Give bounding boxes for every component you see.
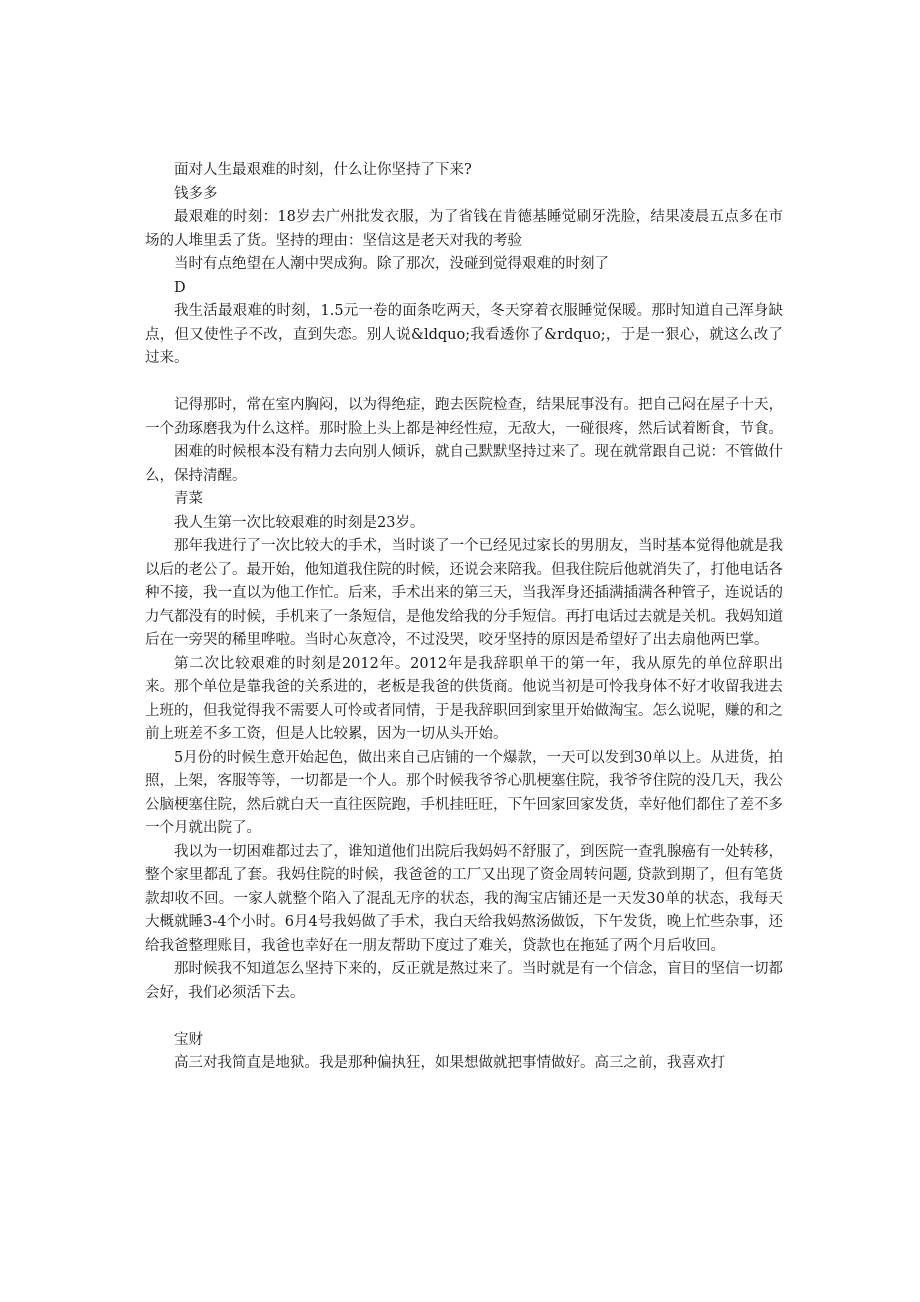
- paragraph: 我人生第一次比较艰难的时刻是23岁。: [174, 514, 425, 531]
- paragraph: 困难的时候根本没有精力去向别人倾诉，就自己默默坚持过来了。现在就常跟自己说：不管做什么，保持清醒。: [145, 444, 783, 484]
- paragraph: 第二次比较艰难的时刻是2012年。2012年是我辞职单干的第一年，我从原先的单位辞职出来。那个单位是靠我爸的关系进的，老板是我爸的供货商。他说当初是可怜我身体不好才收留我进去上班的，但我觉得我不需要人可怜或者同情，于是我辞职回到家里开始做淘宝。怎么说呢，赚的和之前上班差不多工资，但是人比较累，因为一切从头开始。: [145, 655, 783, 742]
- document-body: [145, 159, 783, 1076]
- author-name: 青菜: [174, 491, 203, 507]
- paragraph: 当时有点绝望在人潮中哭成狗。除了那次，没碰到觉得艰难的时刻了: [174, 256, 609, 272]
- paragraph: 我生活最艰难的时刻，1.5元一卷的面条吃两天，冬天穿着衣服睡觉保暖。那时知道自己浑身缺点，但又使性子不改，直到失恋。别人说&ldquo;我看透你了&rdquo;，于是一狠心，就这么改了过来。: [145, 303, 783, 366]
- paragraph: 我以为一切困难都过去了，谁知道他们出院后我妈妈不舒服了，到医院一查乳腺癌有一处转移，整个家里都乱了套。我妈住院的时候，我爸爸的工厂又出现了资金周转问题, 贷款到期了，但有笔货款却收不回。一家人就整个陷入了混乱无序的状态，我的淘宝店铺还是一天发30单的状态，我每天大概就睡3-4个小时。6月4号我妈做了手术，我白天给我妈熬汤做饭，下午发货，晚上忙些杂事，还给我爸整理账目，我爸也幸好在一朋友帮助下度过了难关，贷款也在拖延了两个月后收回。: [145, 843, 783, 954]
- author-name: 宝财: [174, 1031, 203, 1048]
- paragraph: 那年我进行了一次比较大的手术，当时谈了一个已经见过家长的男朋友，当时基本觉得他就是我以后的老公了。最开始，他知道我住院的时候，还说会来陪我。但我住院后他就消失了，打他电话各种不接，我一直以为他工作忙。后来，手术出来的第三天，当我浑身还插满插满各种管子，连说话的力气都没有的时候，手机来了一条短信，是他发给我的分手短信。再打电话过去就是关机。我妈知道后在一旁哭的稀里哗啦。当时心灰意冷，不过没哭，咬牙坚持的原因是希望好了出去扇他两巴掌。: [145, 538, 783, 648]
- blank-line: [145, 1005, 783, 1029]
- heading-question: 面对人生最艰难的时刻，什么让你坚持了下来?: [174, 162, 472, 178]
- author-name: 钱多多: [174, 185, 218, 202]
- paragraph: 5月份的时候生意开始起色，做出来自己店铺的一个爆款，一天可以发到30单以上。从进货，拍照，上架，客服等等，一切都是一个人。那个时候我爷爷心肌梗塞住院，我爷爷住院的没几天，我公公脑梗塞住院，然后就白天一直往医院跑，手机挂旺旺，下午回家回家发货，幸好他们都住了差不多一个月就出院了。: [145, 749, 783, 836]
- author-name: D: [174, 279, 186, 296]
- paragraph: 那时候我不知道怎么坚持下来的，反正就是熬过来了。当时就是有一个信念，盲目的坚信一切都会好，我们必须活下去。: [145, 961, 783, 1001]
- blank-line: [145, 371, 783, 395]
- paragraph: 最艰难的时刻：18岁去广州批发衣服，为了省钱在肯德基睡觉刷牙洗脸，结果凌晨五点多在市场的人堆里丢了货。坚持的理由：坚信这是老天对我的考验: [145, 209, 783, 249]
- paragraph: 记得那时，常在室内胸闷，以为得绝症，跑去医院检查，结果屁事没有。把自己闷在屋子十天，一个劲琢磨我为什么这样。那时脸上头上都是神经性痘，无敌大，一碰很疼，然后试着断食，节食。: [145, 397, 783, 437]
- paragraph: 高三对我简直是地狱。我是那种偏执狂，如果想做就把事情做好。高三之前，我喜欢打: [174, 1055, 725, 1071]
